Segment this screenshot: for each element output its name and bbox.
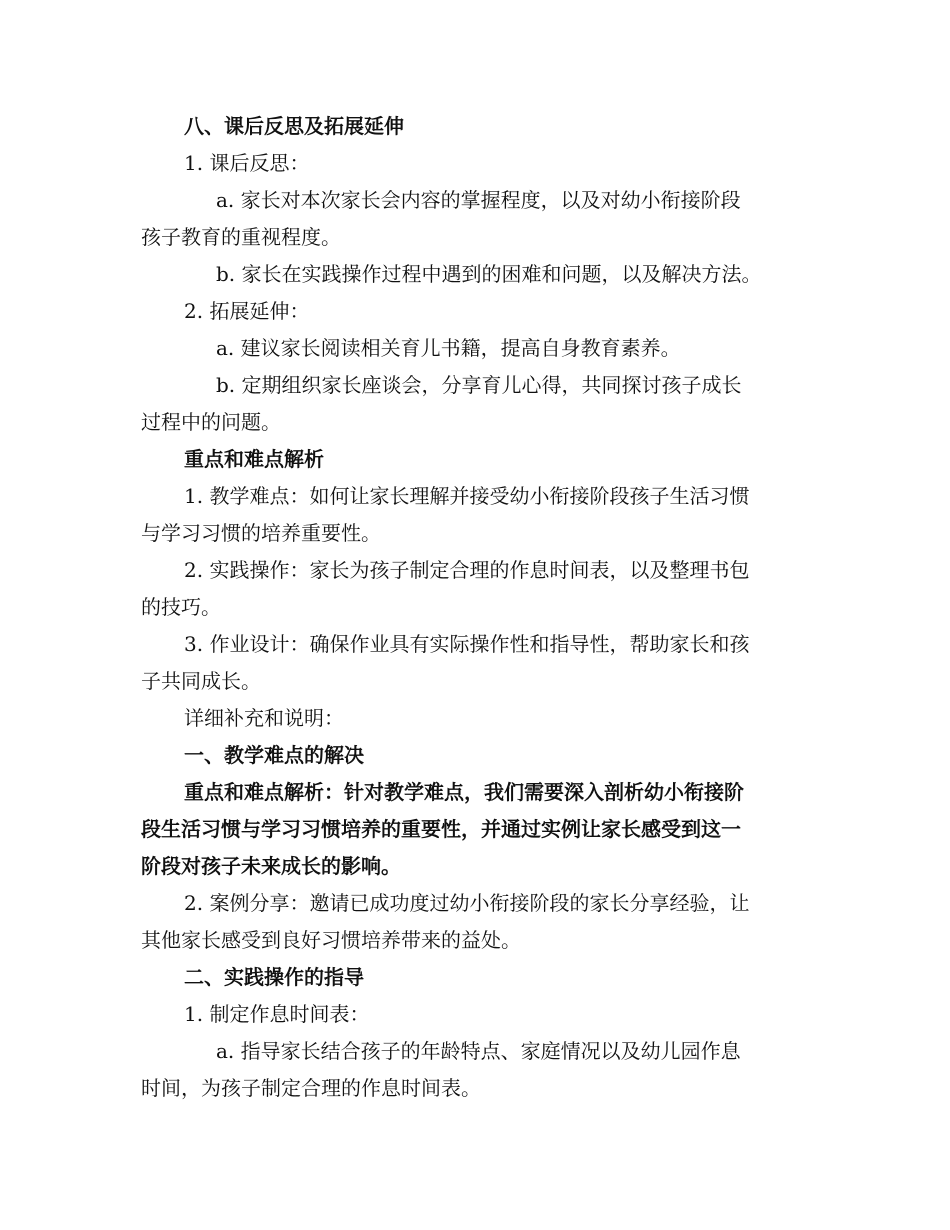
heading-section-1: 一、教学难点的解决 [184, 743, 364, 767]
heading-keypoints: 重点和难点解析 [184, 447, 324, 471]
keypoint-3: 3. 作业设计：确保作业具有实际操作性和指导性，帮助家长和孩 [184, 632, 750, 656]
list-subitem-2b: b. 定期组织家长座谈会，分享育儿心得，共同探讨孩子成长 [216, 373, 742, 397]
guide-subitem-1a: a. 指导家长结合孩子的年龄特点、家庭情况以及幼儿园作息 [216, 1039, 741, 1063]
bold-paragraph-continued-1: 段生活习惯与学习习惯培养的重要性，并通过实例让家长感受到这一 [141, 817, 741, 841]
bold-paragraph: 重点和难点解析：针对教学难点，我们需要深入剖析幼小衔接阶 [184, 780, 744, 804]
case-sharing-continued: 其他家长感受到良好习惯培养带来的益处。 [141, 928, 521, 952]
keypoint-2: 2. 实践操作：家长为孩子制定合理的作息时间表，以及整理书包 [184, 558, 750, 582]
heading-section-2: 二、实践操作的指导 [184, 965, 364, 989]
guide-subitem-1a-continued: 时间，为孩子制定合理的作息时间表。 [141, 1076, 481, 1100]
list-subitem-2a: a. 建议家长阅读相关育儿书籍，提高自身教育素养。 [216, 336, 681, 360]
bold-paragraph-continued-2: 阶段对孩子未来成长的影响。 [141, 854, 401, 878]
list-subitem-1a-continued: 孩子教育的重视程度。 [141, 225, 341, 249]
keypoint-1-continued: 与学习习惯的培养重要性。 [141, 521, 381, 545]
list-subitem-1b: b. 家长在实践操作过程中遇到的困难和问题，以及解决方法。 [216, 262, 762, 286]
heading-reflection: 八、课后反思及拓展延伸 [184, 114, 404, 138]
keypoint-1: 1. 教学难点：如何让家长理解并接受幼小衔接阶段孩子生活习惯 [184, 484, 750, 508]
list-subitem-1a: a. 家长对本次家长会内容的掌握程度，以及对幼小衔接阶段 [216, 188, 741, 212]
list-subitem-2b-continued: 过程中的问题。 [141, 410, 281, 434]
supplement-label: 详细补充和说明： [184, 706, 344, 730]
case-sharing: 2. 案例分享：邀请已成功度过幼小衔接阶段的家长分享经验，让 [184, 891, 750, 915]
list-item-extension: 2. 拓展延伸： [184, 299, 310, 323]
keypoint-2-continued: 的技巧。 [141, 595, 221, 619]
list-item-reflection: 1. 课后反思： [184, 151, 310, 175]
keypoint-3-continued: 子共同成长。 [141, 669, 261, 693]
guide-item-1: 1. 制定作息时间表： [184, 1002, 370, 1026]
